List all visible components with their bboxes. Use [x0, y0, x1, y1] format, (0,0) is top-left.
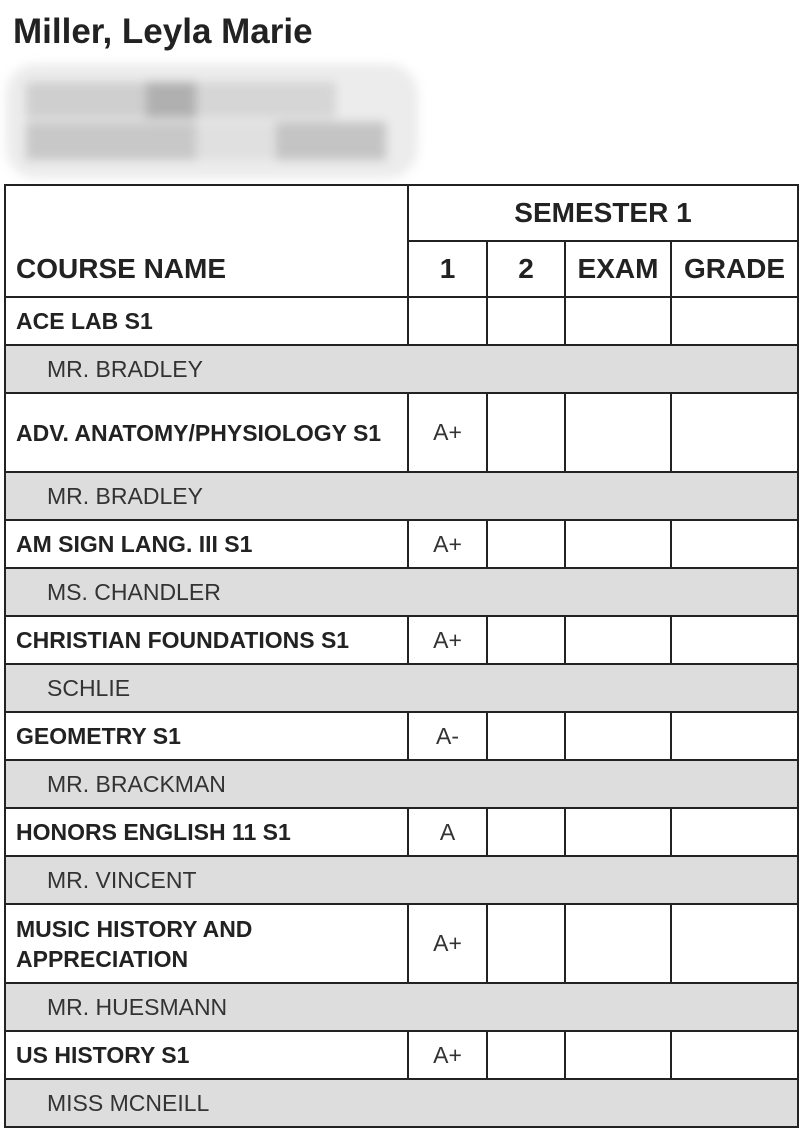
- grade-period-1: A-: [408, 712, 487, 760]
- grade-final: [671, 1031, 798, 1079]
- column-header-1: 1: [408, 241, 487, 297]
- course-name: ACE LAB S1: [5, 297, 408, 345]
- teacher-name: MR. BRADLEY: [5, 472, 798, 520]
- grade-period-1: A+: [408, 1031, 487, 1079]
- course-row: [5, 297, 798, 345]
- teacher-row: [5, 345, 798, 393]
- course-name-header: COURSE NAME: [5, 185, 408, 297]
- grade-period-2: [487, 808, 565, 856]
- grade-period-1: A+: [408, 393, 487, 472]
- grade-exam: [565, 520, 671, 568]
- grade-period-1: [408, 297, 487, 345]
- teacher-row: [5, 568, 798, 616]
- student-name: Miller, Leyla Marie: [13, 12, 313, 51]
- grade-final: [671, 297, 798, 345]
- course-row: [5, 1031, 798, 1079]
- teacher-row: [5, 1079, 798, 1127]
- column-header-2: 2: [487, 241, 565, 297]
- course-name: GEOMETRY S1: [5, 712, 408, 760]
- grade-exam: [565, 297, 671, 345]
- grade-period-2: [487, 393, 565, 472]
- grade-exam: [565, 904, 671, 983]
- course-name: ADV. ANATOMY/PHYSIOLOGY S1: [5, 393, 408, 472]
- grade-period-2: [487, 297, 565, 345]
- teacher-name: MR. BRACKMAN: [5, 760, 798, 808]
- teacher-name: SCHLIE: [5, 664, 798, 712]
- course-name: AM SIGN LANG. III S1: [5, 520, 408, 568]
- teacher-row: [5, 983, 798, 1031]
- redacted-info-block: [6, 64, 418, 178]
- course-name: US HISTORY S1: [5, 1031, 408, 1079]
- teacher-row: [5, 856, 798, 904]
- column-header-grade: GRADE: [671, 241, 798, 297]
- grade-exam: [565, 393, 671, 472]
- teacher-name: MR. HUESMANN: [5, 983, 798, 1031]
- course-row: [5, 808, 798, 856]
- grade-final: [671, 393, 798, 472]
- course-row: [5, 904, 798, 983]
- semester-header: SEMESTER 1: [408, 185, 798, 241]
- grade-exam: [565, 808, 671, 856]
- grade-final: [671, 904, 798, 983]
- grade-final: [671, 808, 798, 856]
- grade-period-1: A+: [408, 616, 487, 664]
- course-row: [5, 616, 798, 664]
- teacher-name: MISS MCNEILL: [5, 1079, 798, 1127]
- grade-exam: [565, 1031, 671, 1079]
- grade-period-1: A+: [408, 904, 487, 983]
- teacher-name: MS. CHANDLER: [5, 568, 798, 616]
- grades-table: [4, 184, 799, 1128]
- course-row: [5, 520, 798, 568]
- course-name: CHRISTIAN FOUNDATIONS S1: [5, 616, 408, 664]
- grade-final: [671, 712, 798, 760]
- teacher-row: [5, 472, 798, 520]
- teacher-row: [5, 760, 798, 808]
- course-name: MUSIC HISTORY AND APPRECIATION: [5, 904, 408, 983]
- teacher-row: [5, 664, 798, 712]
- grade-final: [671, 616, 798, 664]
- grade-final: [671, 520, 798, 568]
- grade-period-2: [487, 1031, 565, 1079]
- grade-exam: [565, 712, 671, 760]
- grade-period-2: [487, 712, 565, 760]
- teacher-name: MR. VINCENT: [5, 856, 798, 904]
- grade-period-2: [487, 616, 565, 664]
- grade-period-1: A: [408, 808, 487, 856]
- grade-period-2: [487, 904, 565, 983]
- course-row: [5, 712, 798, 760]
- teacher-name: MR. BRADLEY: [5, 345, 798, 393]
- course-row: [5, 393, 798, 472]
- grade-period-1: A+: [408, 520, 487, 568]
- column-header-exam: EXAM: [565, 241, 671, 297]
- grade-period-2: [487, 520, 565, 568]
- grade-exam: [565, 616, 671, 664]
- course-name: HONORS ENGLISH 11 S1: [5, 808, 408, 856]
